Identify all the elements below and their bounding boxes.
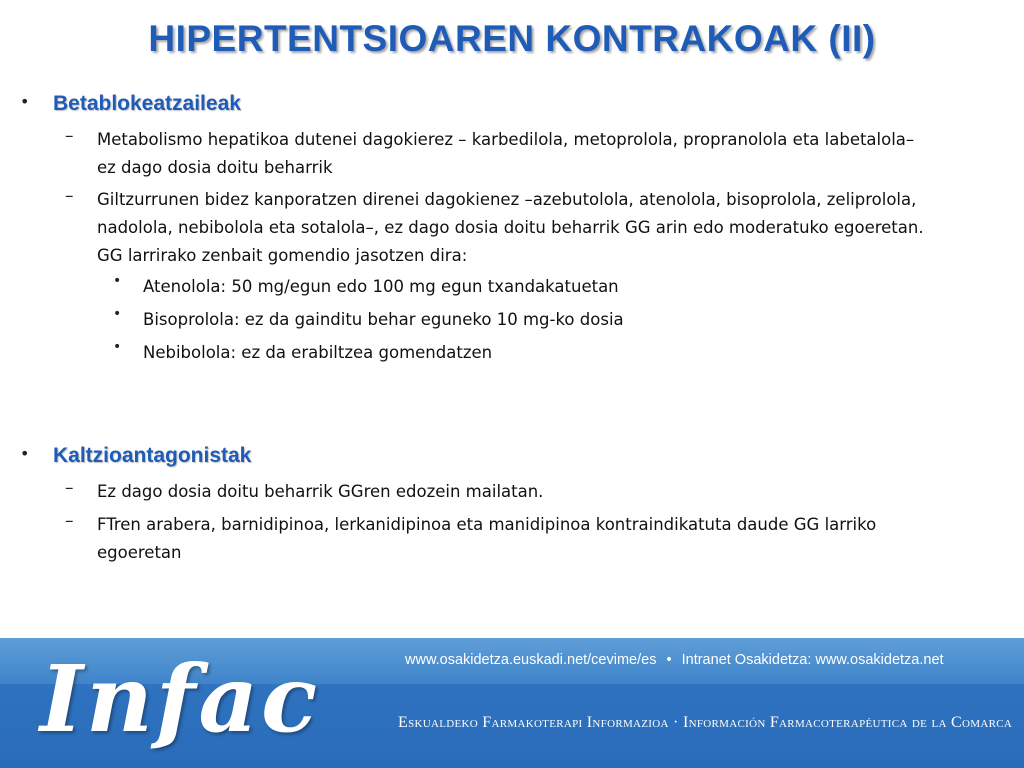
bullet-icon: • [20,92,30,111]
subbullet-icon: • [113,306,122,322]
sub-list-item-text: Bisoprolola: ez da gainditu behar eguneko 10 mg-ko dosia [143,310,624,329]
subbullet-icon: • [113,273,122,289]
subbullet-icon: • [113,339,122,355]
dash-icon: – [65,186,74,206]
bullet-icon: • [20,444,30,463]
intranet-link[interactable]: Intranet Osakidetza: www.osakidetza.net [681,652,944,668]
footer-links [405,652,1005,668]
footer-info-text: Eskualdeko Farmakoterapi Informazioa · Información Farmacoterapéutica de la Comarca [398,714,1013,731]
dash-icon: – [65,478,74,498]
sub-list-item-text: Atenolola: 50 mg/egun edo 100 mg egun txandakatuetan [143,277,619,296]
slide-title: HIPERTENTSIOAREN KONTRAKOAK (II) [148,18,876,59]
list-item-text: Giltzurrunen bidez kanporatzen direnei dagokienez –azebutolola, atenolola, bisoprolola, zeliprolola, nadolola, nebibolola eta sotalola–, ez dago dosia doitu beharrik GG arin edo moderatuko egoeretan. GG larrirako zenbait gomendio jasotzen dira: [97,190,924,265]
dash-icon: – [65,126,74,146]
list-item-text: Metabolismo hepatikoa dutenei dagokierez – karbedilola, metoprolola, propranolola eta labetalola– ez dago dosia doitu beharrik [97,130,915,177]
infac-logo: Infac [40,645,321,753]
cevime-link[interactable]: www.osakidetza.euskadi.net/cevime/es [405,652,657,668]
dash-icon: – [65,511,74,531]
list-item-text: Ez dago dosia doitu beharrik GGren edozein mailatan. [97,482,544,501]
section-heading: Betablokeatzaileak [53,92,241,115]
section-heading: Kaltzioantagonistak [53,444,252,467]
link-separator: • [666,652,672,668]
list-item-text: FTren arabera, barnidipinoa, lerkanidipinoa eta manidipinoa kontraindikatuta daude GG larriko egoeretan [97,515,877,562]
sub-list-item-text: Nebibolola: ez da erabiltzea gomendatzen [143,343,493,362]
